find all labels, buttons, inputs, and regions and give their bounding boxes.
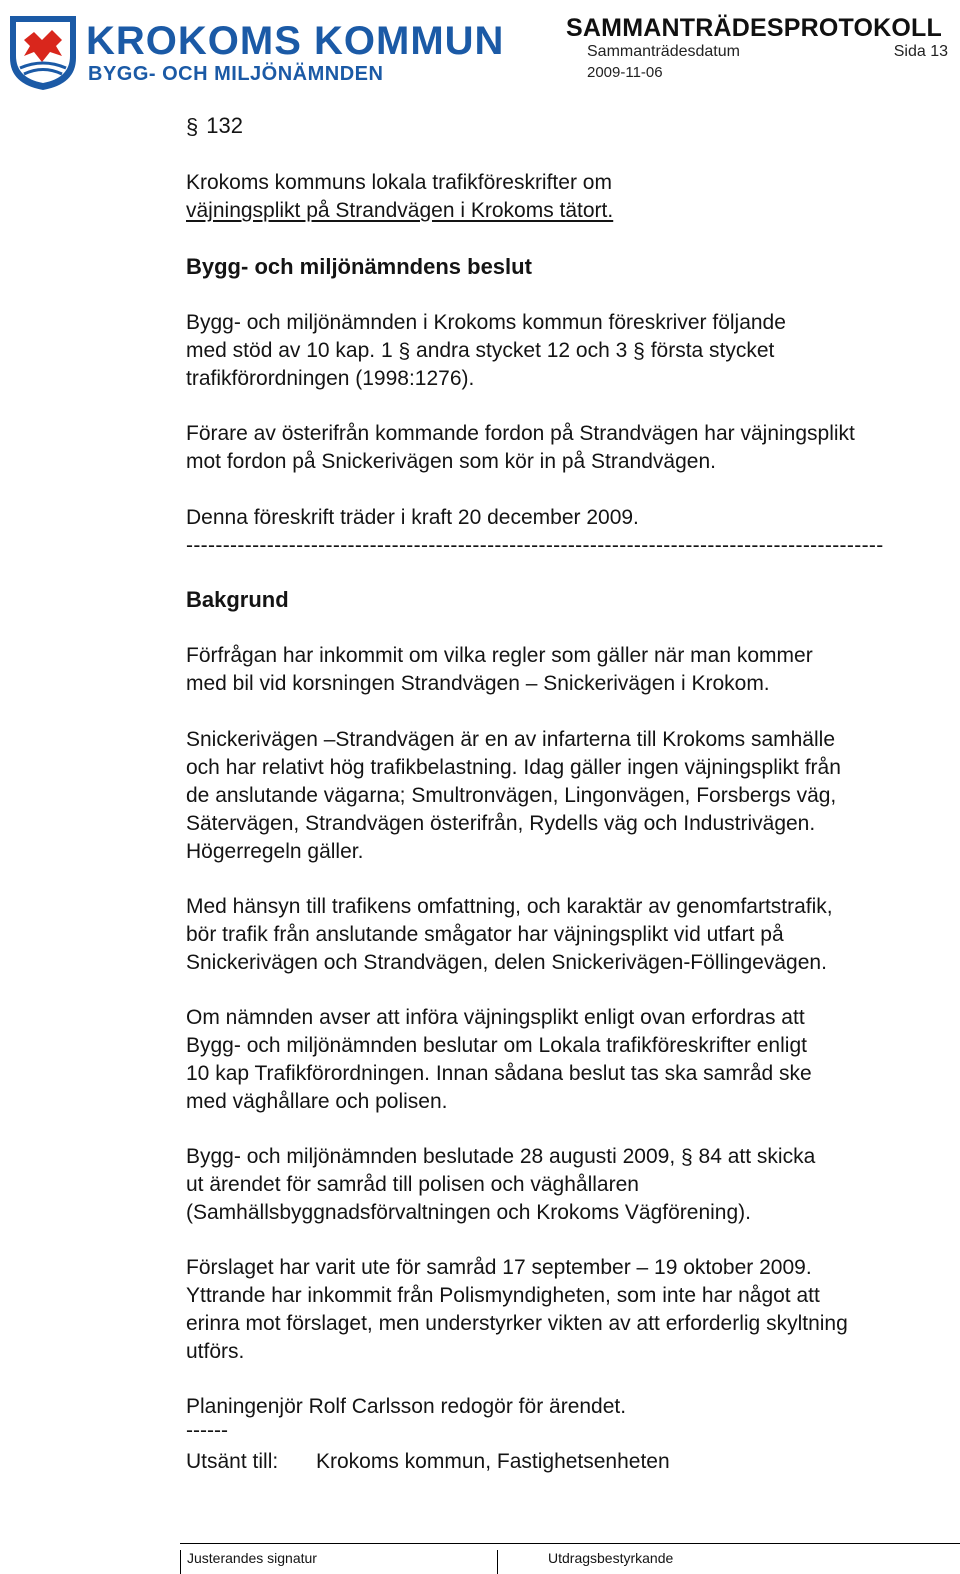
- text-line: Yttrande har inkommit från Polismyndigheten, som inte har något att: [186, 1284, 820, 1307]
- subject-line: väjningsplikt på Strandvägen i Krokoms tätort.: [186, 199, 614, 222]
- section-sign: §: [633, 340, 645, 363]
- text-line: Högerregeln gäller.: [186, 840, 364, 863]
- text-line: [186, 1143, 956, 1171]
- text-line: Sätervägen, Strandvägen österifrån, Rydells väg och Industrivägen.: [186, 812, 816, 835]
- logo-graphic: [6, 10, 505, 92]
- distribution-line: [186, 1448, 956, 1476]
- background-heading: Bakgrund: [186, 587, 289, 612]
- text-line: bör trafik från anslutande smågator har väjningsplikt vid utfart på: [186, 923, 784, 946]
- extract-certification: [548, 1550, 673, 1566]
- background-paragraph: [186, 1143, 956, 1227]
- document-title: SAMMANTRÄDESPROTOKOLL: [566, 14, 942, 42]
- short-separator: ------: [186, 1419, 228, 1442]
- background-paragraph: [186, 642, 956, 698]
- text-line: mot fordon på Snickerivägen som kör in på Strandvägen.: [186, 450, 716, 473]
- meeting-date: 2009-11-06: [587, 64, 663, 81]
- extract-label: Utdragsbestyrkande: [548, 1550, 674, 1566]
- text-line: Snickerivägen –Strandvägen är en av infarterna till Krokoms samhälle: [186, 728, 836, 751]
- text-line: Planingenjör Rolf Carlsson redogör för ärendet.: [186, 1395, 627, 1418]
- text-line: utförs.: [186, 1340, 245, 1363]
- municipality-logo: [6, 10, 505, 92]
- section-sign: §: [186, 114, 199, 139]
- text-line: erinra mot förslaget, men understyrker vikten av att erforderlig skyltning: [186, 1312, 848, 1335]
- signature-label: Justerandes signatur: [187, 1550, 317, 1566]
- text-segment: första stycket: [650, 339, 775, 362]
- subject-line: Krokoms kommuns lokala trafikföreskrifter om: [186, 171, 612, 194]
- presenter-line: [186, 1393, 956, 1441]
- text-segment: Bygg- och miljönämnden beslutade 28 augusti 2009,: [186, 1145, 676, 1168]
- text-line: Snickerivägen och Strandvägen, delen Snickerivägen-Föllingevägen.: [186, 951, 827, 974]
- signature-box: [180, 1550, 498, 1574]
- footer: [180, 1543, 960, 1574]
- separator-line: -----------------------------------------------------------------------------------------------: [186, 534, 884, 557]
- decision-paragraph: [186, 504, 956, 532]
- background-paragraph: [186, 893, 956, 977]
- paragraph-number: [186, 113, 243, 139]
- text-segment: 84 att skicka: [698, 1145, 816, 1168]
- text-line: Förare av österifrån kommande fordon på Strandvägen har väjningsplikt: [186, 422, 855, 445]
- page-number: Sida 13: [893, 43, 948, 60]
- text-segment: med stöd av 10 kap. 1: [186, 339, 393, 362]
- section-sign: §: [681, 1146, 693, 1169]
- text-line: Förslaget har varit ute för samråd 17 september – 19 oktober 2009.: [186, 1256, 812, 1279]
- logo-line1: KROKOMS KOMMUN: [86, 19, 505, 63]
- section-sign: §: [398, 340, 411, 363]
- text-line: Om nämnden avser att införa väjningsplikt enligt ovan erfordras att: [186, 1006, 805, 1029]
- text-line: Denna föreskrift träder i kraft 20 december 2009.: [186, 506, 639, 529]
- sent-to-value: Krokoms kommun, Fastighetsenheten: [316, 1450, 670, 1473]
- logo-line2: BYGG- OCH MILJÖNÄMNDEN: [88, 63, 384, 85]
- text-line: med väghållare och polisen.: [186, 1090, 448, 1113]
- subject: [186, 169, 956, 225]
- paragraph-number-value: 132: [206, 113, 243, 138]
- text-segment: andra stycket 12 och 3: [416, 339, 628, 362]
- text-line: 10 kap Trafikförordningen. Innan sådana beslut tas ska samråd ske: [186, 1062, 812, 1085]
- background-paragraph: [186, 726, 956, 866]
- text-line: trafikförordningen (1998:1276).: [186, 367, 475, 390]
- text-line: ut ärendet för samråd till polisen och väghållaren: [186, 1173, 639, 1196]
- background-paragraph: [186, 1254, 956, 1366]
- text-line: Med hänsyn till trafikens omfattning, och karaktär av genomfartstrafik,: [186, 895, 833, 918]
- sent-to-label: Utsänt till:: [186, 1450, 279, 1473]
- text-line: (Samhällsbyggnadsförvaltningen och Krokoms Vägförening).: [186, 1201, 751, 1224]
- text-line: och har relativt hög trafikbelastning. Idag gäller ingen väjningsplikt från: [186, 756, 841, 779]
- text-line: de anslutande vägarna; Smultronvägen, Lingonvägen, Forsbergs väg,: [186, 784, 837, 807]
- background-paragraph: [186, 1004, 956, 1116]
- text-line: Förfrågan har inkommit om vilka regler som gäller när man kommer: [186, 644, 813, 667]
- text-line: Bygg- och miljönämnden beslutar om Lokala trafikföreskrifter enligt: [186, 1034, 807, 1057]
- text-line: med bil vid korsningen Strandvägen – Snickerivägen i Krokom.: [186, 672, 770, 695]
- decision-paragraph: [186, 420, 956, 476]
- text-line: [186, 337, 956, 365]
- decision-paragraph: [186, 309, 956, 393]
- text-line: Bygg- och miljönämnden i Krokoms kommun föreskriver följande: [186, 311, 786, 334]
- meeting-date-label: Sammanträdesdatum: [587, 43, 740, 60]
- decision-heading: Bygg- och miljönämndens beslut: [186, 254, 532, 279]
